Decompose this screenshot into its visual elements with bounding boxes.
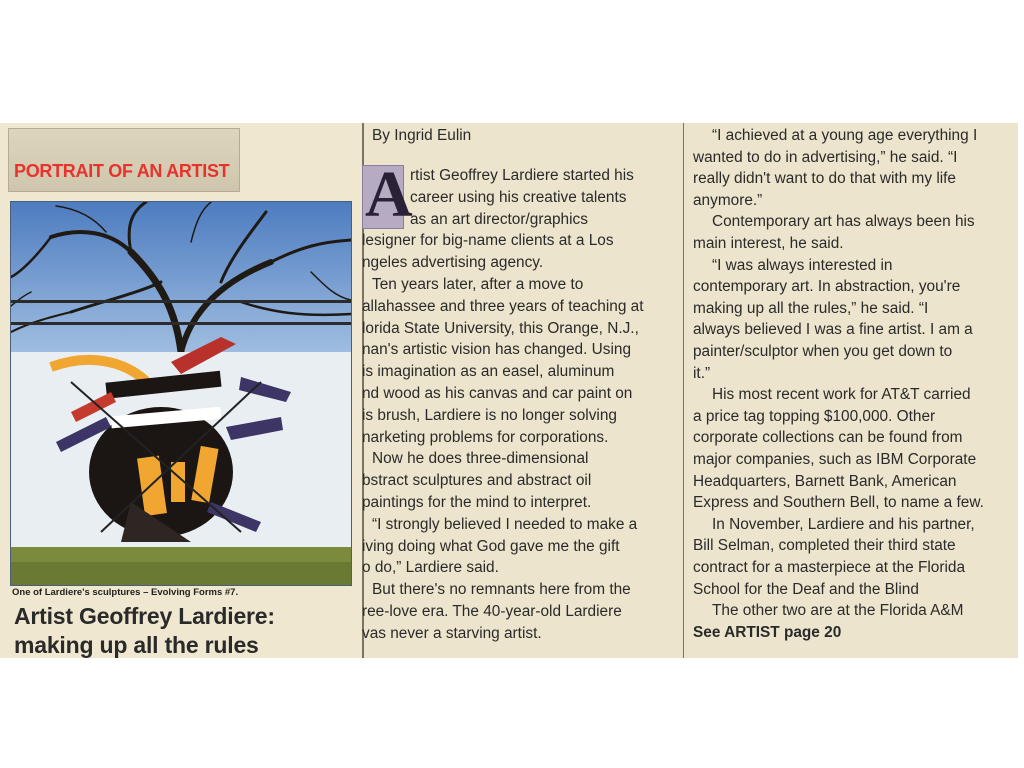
article-line: “I strongly believed I needed to make a <box>372 515 638 533</box>
article-line: But there's no remnants here from the <box>372 581 631 599</box>
article-line: nan's artistic vision has changed. Using <box>362 341 631 359</box>
article-line: really didn't want to do that with my life <box>693 170 956 188</box>
article-line: Bill Selman, completed their third state <box>693 537 956 555</box>
article-line: “I was always interested in <box>712 256 893 274</box>
article-line: vas never a starving artist. <box>362 624 542 642</box>
article-line: major companies, such as IBM Corporate <box>693 451 977 468</box>
article-line: paintings for the mind to interpret. <box>362 494 592 511</box>
article-line: In November, Lardiere and his partner, <box>712 515 975 533</box>
article-line: anymore.” <box>693 191 763 209</box>
article-line: it.” <box>693 364 711 382</box>
article-line: wanted to do in advertising,” he said. “I <box>693 148 958 166</box>
article-line: “I achieved at a young age everything I <box>712 127 978 144</box>
article-line: a price tag topping $100,000. Other <box>693 407 936 425</box>
article-line: always believed I was a fine artist. I am a <box>693 321 973 339</box>
article-line: o do,” Lardiere said. <box>362 559 499 577</box>
article-line: painter/sculptor when you get down to <box>693 343 953 360</box>
section-header: PORTRAIT OF AN ARTIST <box>14 161 230 181</box>
byline: By Ingrid Eulin <box>372 127 472 144</box>
article-line: lesigner for big-name clients at a Los <box>362 232 614 250</box>
article-line: corporate collections can be found from <box>693 429 963 447</box>
article-line: The other two are at the Florida A&M <box>712 602 964 620</box>
article-column-2 <box>0 123 1018 658</box>
article-line: main interest, he said. <box>693 235 844 252</box>
article-line: ngeles advertising agency. <box>362 254 544 272</box>
article-line: contract for a masterpiece at the Florida <box>693 559 966 576</box>
article-line: is imagination as an easel, aluminum <box>362 363 615 381</box>
photo-caption: One of Lardiere's sculptures – Evolving Forms #7. <box>12 587 239 598</box>
article-line: contemporary art. In abstraction, you're <box>693 278 961 296</box>
article-line: as an art director/graphics <box>410 210 588 228</box>
article-line: rtist Geoffrey Lardiere started his <box>410 167 634 184</box>
article-line: allahassee and three years of teaching at <box>362 297 644 315</box>
article-line: Headquarters, Barnett Bank, American <box>693 472 957 490</box>
headline-line-2: making up all the rules <box>14 632 259 658</box>
dropcap-letter: A <box>365 158 413 231</box>
article-line: School for the Deaf and the Blind <box>693 580 919 598</box>
article-line: Now he does three-dimensional <box>372 450 589 468</box>
headline-line-1: Artist Geoffrey Lardiere: <box>14 603 275 629</box>
article-line: Ten years later, after a move to <box>372 276 584 293</box>
article-line: His most recent work for AT&T carried <box>712 386 971 404</box>
article-line: Contemporary art has always been his <box>712 213 975 231</box>
continuation-jump: See ARTIST page 20 <box>693 624 842 641</box>
article-line: career using his creative talents <box>410 188 627 206</box>
article-line: lorida State University, this Orange, N.J., <box>362 319 639 337</box>
article-line: narketing problems for corporations. <box>362 428 609 446</box>
article-line: ree-love era. The 40-year-old Lardiere <box>362 603 622 620</box>
newspaper-clipping <box>0 123 1018 658</box>
article-line: bstract sculptures and abstract oil <box>362 472 592 490</box>
article-line: is brush, Lardiere is no longer solving <box>362 406 617 424</box>
article-line: iving doing what God gave me the gift <box>362 537 620 555</box>
article-line: Express and Southern Bell, to name a few. <box>693 494 984 512</box>
article-line: making up all the rules,” he said. “I <box>693 299 929 317</box>
article-line: nd wood as his canvas and car paint on <box>362 385 633 402</box>
